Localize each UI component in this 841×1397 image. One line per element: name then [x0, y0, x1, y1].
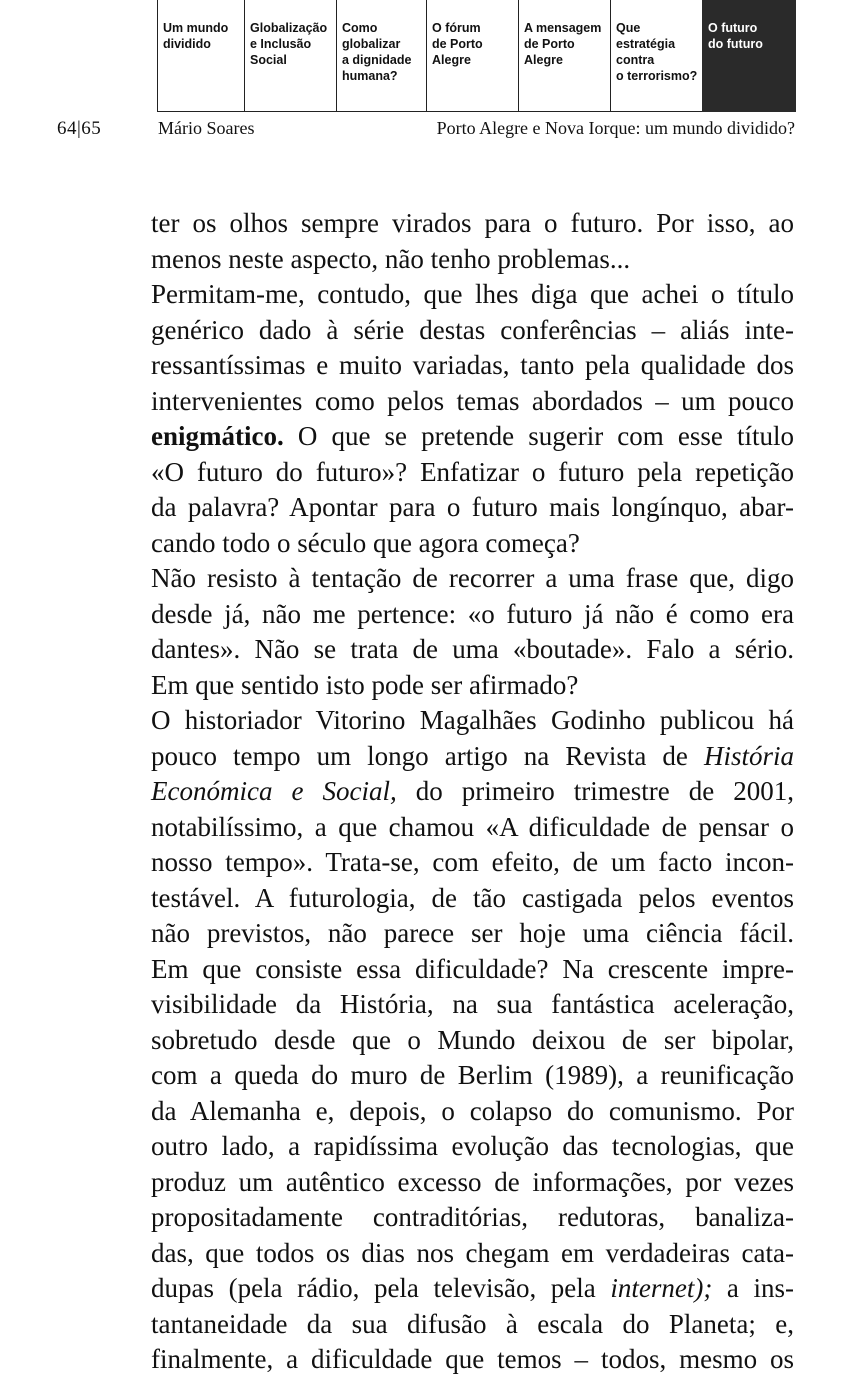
text-line: [151, 1023, 794, 1059]
text-segment: dupas (pela rádio, pela televisão, pela: [151, 1273, 611, 1303]
text-line: [151, 668, 794, 704]
chapter-tab-line: Social: [250, 53, 287, 67]
text-segment: com a queda do muro de Berlim (1989), a reunificação: [151, 1060, 794, 1090]
chapter-tab: [157, 0, 244, 112]
chapter-tab-line: A mensagem: [524, 21, 602, 35]
chapter-tabs: [157, 0, 796, 112]
text-segment: notabilíssimo, a que chamou «A dificuldade de pensar o: [151, 811, 794, 842]
chapter-tab-line: do futuro: [708, 37, 763, 51]
chapter-tab: [244, 0, 336, 112]
text-segment: finalmente, a dificuldade que temos – todos, mesmo os: [151, 1344, 794, 1374]
text-segment: cando todo o século que agora começa?: [151, 527, 580, 558]
chapter-tab-line: Um mundo: [163, 21, 229, 35]
text-segment: Em que sentido isto pode ser afirmado?: [151, 669, 579, 700]
chapter-tab-line: de Porto: [432, 37, 483, 51]
text-line: [151, 348, 794, 384]
italic-text: História: [703, 740, 794, 771]
chapter-tab-line: Alegre: [524, 53, 563, 67]
chapter-tab-line: e Inclusão: [250, 37, 312, 51]
chapter-tab: [336, 0, 426, 112]
chapter-tab: [518, 0, 610, 112]
text-segment: nosso tempo». Trata-se, com efeito, de um facto incon-: [151, 847, 794, 877]
text-line: [151, 916, 794, 952]
text-line: [151, 881, 794, 917]
chapter-tab-line: globalizar: [342, 37, 401, 51]
text-line: [151, 277, 794, 313]
text-line: [151, 1342, 794, 1378]
chapter-tab-line: O futuro: [708, 21, 758, 35]
text-line: [151, 1129, 794, 1165]
text-segment: menos neste aspecto, não tenho problemas...: [151, 243, 631, 274]
text-segment: pouco tempo um longo artigo na Revista de: [151, 740, 704, 771]
text-segment: ter os olhos sempre virados para o futuro. Por isso, ao: [151, 208, 794, 238]
text-line: [151, 597, 794, 633]
text-segment: visibilidade da História, na sua fantástica aceleração,: [151, 989, 794, 1019]
text-segment: tantaneidade da sua difusão à escala do Planeta; e,: [151, 1308, 794, 1339]
text-segment: desde já, não me pertence: «o futuro já não é como era: [151, 598, 794, 629]
chapter-tab-line: contra: [616, 53, 655, 67]
text-segment: ressantíssimas e muito variadas, tanto pela qualidade dos: [151, 350, 794, 380]
text-line: [151, 739, 794, 775]
chapter-tab-line: a dignidade: [342, 53, 412, 67]
text-line: [151, 455, 794, 491]
text-segment: O historiador Vitorino Magalhães Godinho publicou há: [151, 705, 794, 735]
text-line: [151, 1058, 794, 1094]
text-line: [151, 987, 794, 1023]
italic-text: internet);: [610, 1273, 713, 1303]
text-line: [151, 526, 794, 562]
text-line: [151, 632, 794, 668]
text-line: [151, 313, 794, 349]
text-segment: testável. A futurologia, de tão castigada pelos eventos: [151, 882, 794, 913]
text-segment: genérico dado à série destas conferências – aliás inte-: [151, 314, 794, 345]
text-line: [151, 1236, 794, 1272]
text-line: [151, 490, 794, 526]
text-segment: Em que consiste essa dificuldade? Na crescente impre-: [151, 953, 794, 984]
bold-text: enigmático.: [151, 421, 284, 451]
text-line: [151, 1094, 794, 1130]
running-author: Mário Soares: [158, 118, 255, 138]
text-line: [151, 1271, 794, 1307]
text-segment: O que se pretende sugerir com esse título: [283, 421, 794, 451]
text-line: [151, 703, 794, 739]
body-text: [151, 206, 794, 1378]
text-line: [151, 419, 794, 455]
text-segment: Não resisto à tentação de recorrer a uma frase que, digo: [151, 563, 794, 593]
chapter-tab-line: Que: [616, 21, 641, 35]
chapter-tab-line: Alegre: [432, 53, 471, 67]
text-line: [151, 206, 794, 242]
text-line: [151, 384, 794, 420]
text-segment: da Alemanha e, depois, o colapso do comunismo. Por: [151, 1095, 794, 1126]
text-line: [151, 1165, 794, 1201]
text-segment: da palavra? Apontar para o futuro mais longínquo, abar-: [151, 492, 794, 522]
text-line: [151, 242, 794, 278]
text-line: [151, 810, 794, 846]
text-segment: outro lado, a rapidíssima evolução das tecnologias, que: [151, 1131, 794, 1161]
italic-text: Económica e Social,: [151, 776, 397, 806]
text-segment: Permitam-me, contudo, que lhes diga que achei o título: [151, 279, 794, 309]
text-segment: não previstos, não parece ser hoje uma ciência fácil.: [151, 918, 794, 948]
chapter-tab-line: Globalização: [250, 21, 328, 35]
text-line: [151, 561, 794, 597]
chapter-tab: [610, 0, 702, 112]
chapter-tab-line: O fórum: [432, 21, 481, 35]
running-title: Porto Alegre e Nova Iorque: um mundo dividido?: [436, 118, 795, 138]
text-line: [151, 1200, 794, 1236]
chapter-tab-line: o terrorismo?: [616, 69, 698, 83]
chapter-tab-line: humana?: [342, 69, 398, 83]
chapter-tab-line: dividido: [163, 37, 211, 51]
text-segment: do primeiro trimestre de 2001,: [396, 776, 795, 806]
text-segment: intervenientes como pelos temas abordados – um pouco: [151, 385, 794, 416]
text-segment: «O futuro do futuro»? Enfatizar o futuro pela repetição: [151, 456, 794, 487]
text-segment: sobretudo desde que o Mundo deixou de ser bipolar,: [151, 1024, 794, 1055]
chapter-tab-line: Como: [342, 21, 378, 35]
text-line: [151, 774, 794, 810]
text-segment: dantes». Não se trata de uma «boutade». Falo a sério.: [151, 634, 794, 664]
chapter-tab-line: de Porto: [524, 37, 575, 51]
text-segment: a ins-: [712, 1273, 794, 1303]
page-numbers: 64|65: [57, 118, 102, 139]
chapter-tab: [426, 0, 518, 112]
chapter-tab: [702, 0, 796, 112]
chapter-tab-line: estratégia: [616, 37, 676, 51]
text-line: [151, 952, 794, 988]
text-line: [151, 1307, 794, 1343]
text-segment: das, que todos os dias nos chegam em verdadeiras cata-: [151, 1237, 794, 1268]
text-segment: produz um autêntico excesso de informações, por vezes: [151, 1166, 794, 1197]
text-segment: propositadamente contraditórias, redutoras, banaliza-: [151, 1202, 794, 1232]
text-line: [151, 845, 794, 881]
